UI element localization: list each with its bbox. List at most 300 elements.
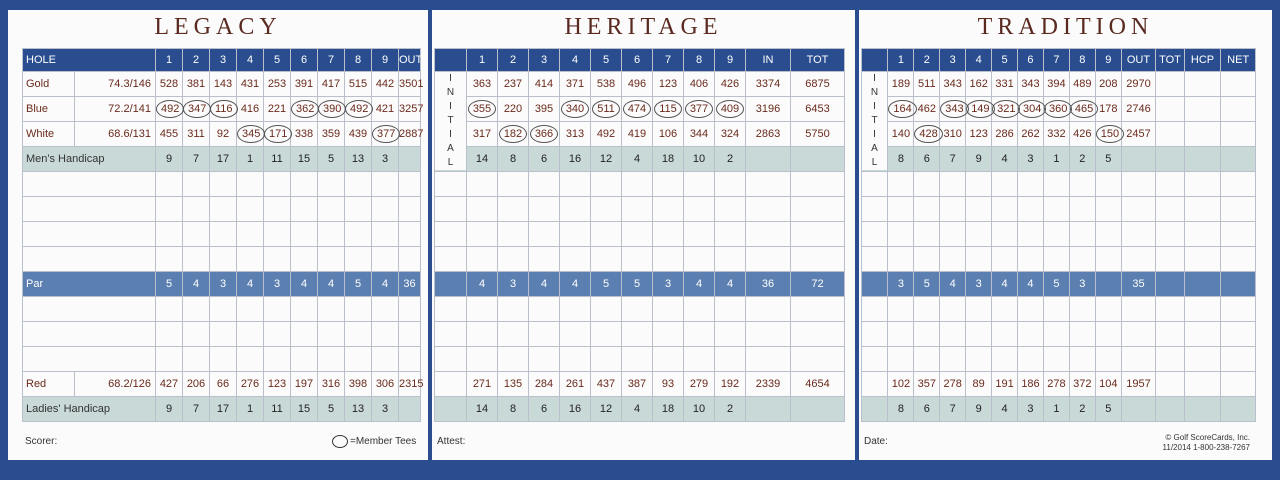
score-entry-cell[interactable] (622, 347, 653, 372)
score-entry-cell[interactable] (237, 297, 264, 322)
score-entry-cell[interactable] (156, 297, 183, 322)
score-entry-cell[interactable] (156, 172, 183, 197)
score-entry-cell[interactable] (435, 347, 467, 372)
score-entry-cell[interactable] (684, 297, 715, 322)
score-entry-cell[interactable] (529, 197, 560, 222)
score-entry-cell[interactable] (888, 197, 914, 222)
score-entry-cell[interactable] (498, 247, 529, 272)
score-entry-cell[interactable] (1043, 222, 1069, 247)
score-entry-cell[interactable] (529, 172, 560, 197)
score-entry-cell[interactable] (992, 247, 1018, 272)
score-entry-cell[interactable] (622, 247, 653, 272)
par-cell: 4 (715, 272, 746, 297)
score-entry-cell[interactable] (264, 347, 291, 372)
score-entry-cell[interactable] (237, 197, 264, 222)
score-entry-cell[interactable] (529, 322, 560, 347)
score-entry-cell[interactable] (966, 297, 992, 322)
score-entry-cell[interactable] (237, 222, 264, 247)
score-entry-cell[interactable] (264, 297, 291, 322)
score-entry-cell[interactable] (560, 197, 591, 222)
score-entry-cell[interactable] (560, 172, 591, 197)
score-entry-cell[interactable] (318, 247, 345, 272)
yardage-cell: 442 (372, 72, 399, 97)
score-entry-cell[interactable] (1221, 172, 1256, 197)
score-entry-cell[interactable] (345, 322, 372, 347)
score-entry-cell[interactable] (1095, 197, 1121, 222)
handicap-cell: 10 (684, 147, 715, 172)
score-entry-cell[interactable] (653, 322, 684, 347)
score-entry-cell[interactable] (684, 247, 715, 272)
score-entry-cell[interactable] (156, 322, 183, 347)
hole-number: 3 (210, 49, 237, 72)
score-entry-cell[interactable] (1095, 222, 1121, 247)
score-entry-cell[interactable] (715, 247, 746, 272)
score-entry-cell[interactable] (318, 347, 345, 372)
score-entry-cell[interactable] (966, 347, 992, 372)
score-entry-cell[interactable] (264, 322, 291, 347)
score-entry-cell[interactable] (318, 222, 345, 247)
score-entry-cell[interactable] (940, 172, 966, 197)
player-name-cell[interactable] (23, 297, 156, 322)
yardage-cell (183, 97, 210, 122)
score-entry-cell[interactable] (318, 172, 345, 197)
score-entry-cell[interactable] (498, 197, 529, 222)
score-entry-cell[interactable] (1221, 347, 1256, 372)
score-entry-cell[interactable] (1221, 297, 1256, 322)
player-name-cell[interactable] (23, 247, 156, 272)
score-entry-cell[interactable] (1043, 247, 1069, 272)
score-entry-cell[interactable] (940, 197, 966, 222)
score-entry-cell[interactable] (318, 322, 345, 347)
score-entry-cell[interactable] (560, 247, 591, 272)
score-entry-cell[interactable] (435, 172, 467, 197)
score-entry-cell[interactable] (399, 347, 421, 372)
score-entry-cell[interactable] (183, 222, 210, 247)
score-entry-cell[interactable] (291, 197, 318, 222)
score-entry-cell[interactable] (1156, 322, 1184, 347)
score-entry-cell[interactable] (862, 247, 888, 272)
score-entry-cell[interactable] (653, 247, 684, 272)
handicap-cell: 1 (237, 147, 264, 172)
score-entry-cell[interactable] (1221, 322, 1256, 347)
score-entry-cell[interactable] (372, 322, 399, 347)
score-entry-cell[interactable] (372, 297, 399, 322)
score-entry-cell[interactable] (1069, 322, 1095, 347)
score-entry-cell[interactable] (183, 347, 210, 372)
score-entry-cell[interactable] (1018, 322, 1044, 347)
score-entry-cell[interactable] (888, 172, 914, 197)
score-entry-cell[interactable] (684, 197, 715, 222)
score-entry-cell[interactable] (345, 247, 372, 272)
score-entry-cell[interactable] (862, 222, 888, 247)
player-name-cell[interactable] (23, 347, 156, 372)
handicap-total-cell (399, 397, 421, 422)
score-entry-cell[interactable] (622, 172, 653, 197)
score-entry-cell[interactable] (399, 222, 421, 247)
score-entry-cell[interactable] (372, 222, 399, 247)
score-entry-cell[interactable] (715, 322, 746, 347)
score-entry-cell[interactable] (264, 197, 291, 222)
score-entry-cell[interactable] (746, 347, 791, 372)
score-entry-cell[interactable] (966, 247, 992, 272)
initial-cell (862, 272, 888, 297)
score-entry-cell[interactable] (318, 297, 345, 322)
score-entry-cell[interactable] (529, 297, 560, 322)
score-entry-cell[interactable] (1121, 347, 1156, 372)
score-entry-cell[interactable] (888, 297, 914, 322)
score-entry-cell[interactable] (156, 197, 183, 222)
handicap-cell: 7 (940, 397, 966, 422)
score-entry-cell[interactable] (791, 247, 845, 272)
score-entry-cell[interactable] (1156, 172, 1184, 197)
score-entry-cell[interactable] (210, 347, 237, 372)
score-entry-cell[interactable] (746, 197, 791, 222)
score-entry-cell[interactable] (591, 172, 622, 197)
score-entry-cell[interactable] (746, 297, 791, 322)
score-entry-cell[interactable] (966, 172, 992, 197)
score-entry-cell[interactable] (992, 172, 1018, 197)
score-entry-cell[interactable] (498, 222, 529, 247)
score-entry-cell[interactable] (966, 197, 992, 222)
score-entry-cell[interactable] (264, 172, 291, 197)
score-entry-cell[interactable] (345, 222, 372, 247)
score-entry-cell[interactable] (1121, 297, 1156, 322)
score-entry-cell[interactable] (715, 172, 746, 197)
score-entry-cell[interactable] (591, 347, 622, 372)
score-entry-cell[interactable] (1156, 247, 1184, 272)
score-entry-cell[interactable] (156, 347, 183, 372)
par-cell: 4 (291, 272, 318, 297)
yardage-cell: 106 (653, 122, 684, 147)
score-entry-cell[interactable] (1184, 172, 1221, 197)
score-entry-cell[interactable] (156, 222, 183, 247)
score-entry-cell[interactable] (210, 247, 237, 272)
tee-name: Gold (23, 72, 75, 97)
handicap-cell: 1 (1043, 147, 1069, 172)
score-entry-cell[interactable] (1018, 172, 1044, 197)
tee-row (435, 97, 845, 122)
score-entry-cell[interactable] (684, 222, 715, 247)
score-entry-cell[interactable] (498, 297, 529, 322)
handicap-cell: 6 (914, 147, 940, 172)
out-label: OUT (1121, 49, 1156, 72)
score-entry-cell[interactable] (372, 197, 399, 222)
hole-number: 2 (914, 49, 940, 72)
score-entry-cell[interactable] (467, 347, 498, 372)
score-entry-cell[interactable] (791, 172, 845, 197)
score-entry-cell[interactable] (940, 347, 966, 372)
score-entry-cell[interactable] (591, 297, 622, 322)
score-entry-cell[interactable] (888, 222, 914, 247)
score-entry-cell[interactable] (435, 247, 467, 272)
score-entry-cell[interactable] (291, 247, 318, 272)
score-entry-cell[interactable] (1043, 197, 1069, 222)
score-entry-cell[interactable] (888, 347, 914, 372)
out-total-cell: 1957 (1121, 372, 1156, 397)
hole-number: 4 (560, 49, 591, 72)
score-entry-cell[interactable] (237, 347, 264, 372)
score-entry-cell[interactable] (992, 222, 1018, 247)
score-entry-cell[interactable] (399, 172, 421, 197)
score-entry-cell[interactable] (940, 247, 966, 272)
score-entry-cell[interactable] (940, 322, 966, 347)
yardage-cell (966, 97, 992, 122)
score-entry-cell[interactable] (888, 247, 914, 272)
score-entry-cell[interactable] (622, 197, 653, 222)
score-entry-cell[interactable] (372, 172, 399, 197)
score-entry-cell[interactable] (1221, 222, 1256, 247)
par-out-cell: 35 (1121, 272, 1156, 297)
score-entry-cell[interactable] (291, 322, 318, 347)
score-entry-cell[interactable] (291, 347, 318, 372)
player-name-cell[interactable] (23, 197, 156, 222)
score-entry-cell[interactable] (622, 322, 653, 347)
score-entry-cell[interactable] (183, 197, 210, 222)
score-entry-cell[interactable] (862, 197, 888, 222)
score-entry-cell[interactable] (1069, 347, 1095, 372)
score-entry-cell[interactable] (1184, 247, 1221, 272)
score-entry-cell[interactable] (1069, 297, 1095, 322)
score-entry-cell[interactable] (715, 222, 746, 247)
score-entry-cell[interactable] (210, 172, 237, 197)
score-entry-cell[interactable] (1095, 297, 1121, 322)
score-entry-cell[interactable] (372, 247, 399, 272)
score-entry-cell[interactable] (372, 347, 399, 372)
player-name-cell[interactable] (23, 222, 156, 247)
initial-header-cell (862, 49, 888, 72)
score-entry-cell[interactable] (940, 222, 966, 247)
score-entry-cell[interactable] (653, 347, 684, 372)
par-extra-cell (1221, 272, 1256, 297)
score-entry-cell[interactable] (529, 247, 560, 272)
yardage-cell: 191 (992, 372, 1018, 397)
score-entry-cell[interactable] (467, 197, 498, 222)
score-entry-cell[interactable] (498, 347, 529, 372)
score-entry-cell[interactable] (291, 297, 318, 322)
score-entry-cell[interactable] (1156, 297, 1184, 322)
score-entry-cell[interactable] (1221, 247, 1256, 272)
score-entry-cell[interactable] (560, 222, 591, 247)
score-entry-cell[interactable] (1069, 247, 1095, 272)
score-entry-cell[interactable] (1184, 347, 1221, 372)
score-entry-cell[interactable] (345, 347, 372, 372)
score-entry-cell[interactable] (1043, 347, 1069, 372)
score-entry-cell[interactable] (435, 222, 467, 247)
score-entry-cell[interactable] (1018, 247, 1044, 272)
score-entry-cell[interactable] (914, 172, 940, 197)
score-entry-cell[interactable] (791, 322, 845, 347)
yardage-cell: 338 (291, 122, 318, 147)
score-entry-cell[interactable] (1184, 297, 1221, 322)
initial-letter: I (449, 73, 452, 84)
score-entry-cell[interactable] (210, 297, 237, 322)
score-entry-cell[interactable] (746, 172, 791, 197)
score-entry-cell[interactable] (791, 197, 845, 222)
score-entry-cell[interactable] (183, 322, 210, 347)
score-entry-cell[interactable] (237, 322, 264, 347)
score-entry-cell[interactable] (992, 297, 1018, 322)
score-entry-cell[interactable] (746, 222, 791, 247)
score-entry-cell[interactable] (1156, 197, 1184, 222)
score-entry-cell[interactable] (498, 172, 529, 197)
score-entry-cell[interactable] (653, 222, 684, 247)
score-entry-cell[interactable] (237, 247, 264, 272)
total-cell: 2315 (399, 372, 421, 397)
mens-handicap-row (23, 147, 421, 172)
score-entry-cell[interactable] (1043, 297, 1069, 322)
score-entry-cell[interactable] (1095, 347, 1121, 372)
score-entry-cell[interactable] (1184, 322, 1221, 347)
score-entry-cell[interactable] (435, 197, 467, 222)
score-entry-cell[interactable] (591, 197, 622, 222)
score-entry-cell[interactable] (1121, 197, 1156, 222)
score-entry-cell[interactable] (560, 297, 591, 322)
score-entry-cell[interactable] (345, 297, 372, 322)
score-entry-cell[interactable] (156, 247, 183, 272)
score-entry-cell[interactable] (264, 247, 291, 272)
score-entry-cell[interactable] (914, 347, 940, 372)
score-entry-cell[interactable] (1221, 197, 1256, 222)
score-entry-cell[interactable] (715, 347, 746, 372)
score-entry-cell[interactable] (746, 247, 791, 272)
score-entry-cell[interactable] (237, 172, 264, 197)
score-entry-cell[interactable] (435, 297, 467, 322)
score-entry-cell[interactable] (862, 172, 888, 197)
score-entry-cell[interactable] (1184, 197, 1221, 222)
score-entry-cell[interactable] (791, 297, 845, 322)
yardage-cell: 306 (372, 372, 399, 397)
score-entry-cell[interactable] (1121, 247, 1156, 272)
score-entry-cell[interactable] (914, 322, 940, 347)
score-entry-cell[interactable] (653, 172, 684, 197)
score-entry-cell[interactable] (498, 322, 529, 347)
score-entry-cell[interactable] (467, 172, 498, 197)
tee-row-white (23, 122, 421, 147)
score-entry-cell[interactable] (622, 297, 653, 322)
score-entry-cell[interactable] (653, 197, 684, 222)
initial-letter: I (873, 73, 876, 84)
score-entry-cell[interactable] (1018, 347, 1044, 372)
score-entry-cell[interactable] (210, 322, 237, 347)
score-entry-cell[interactable] (210, 222, 237, 247)
score-entry-cell[interactable] (715, 297, 746, 322)
score-entry-cell[interactable] (746, 322, 791, 347)
score-entry-cell[interactable] (399, 322, 421, 347)
score-entry-cell[interactable] (1121, 222, 1156, 247)
score-entry-cell[interactable] (862, 347, 888, 372)
score-entry-cell[interactable] (914, 247, 940, 272)
score-entry-cell[interactable] (992, 197, 1018, 222)
score-entry-cell[interactable] (1043, 172, 1069, 197)
score-entry-cell[interactable] (1156, 222, 1184, 247)
score-entry-cell[interactable] (345, 172, 372, 197)
score-entry-cell[interactable] (1069, 222, 1095, 247)
score-entry-cell[interactable] (653, 297, 684, 322)
member-tee-circle: 366 (530, 125, 558, 143)
score-entry-cell[interactable] (591, 322, 622, 347)
score-entry-cell[interactable] (940, 297, 966, 322)
score-entry-cell[interactable] (622, 222, 653, 247)
par-cell: 5 (914, 272, 940, 297)
score-entry-cell[interactable] (529, 222, 560, 247)
score-entry-cell[interactable] (291, 172, 318, 197)
score-entry-cell[interactable] (914, 197, 940, 222)
score-entry-cell[interactable] (1095, 322, 1121, 347)
score-entry-cell[interactable] (399, 247, 421, 272)
score-entry-cell[interactable] (992, 322, 1018, 347)
par-in-cell: 36 (746, 272, 791, 297)
score-entry-cell[interactable] (467, 222, 498, 247)
yardage-cell (591, 97, 622, 122)
score-entry-cell[interactable] (399, 197, 421, 222)
score-entry-cell[interactable] (1121, 322, 1156, 347)
score-entry-cell[interactable] (435, 322, 467, 347)
score-entry-cell[interactable] (467, 297, 498, 322)
score-entry-cell[interactable] (862, 297, 888, 322)
score-entry-cell[interactable] (291, 222, 318, 247)
score-entry-cell[interactable] (560, 322, 591, 347)
score-entry-cell[interactable] (684, 172, 715, 197)
score-entry-cell[interactable] (888, 322, 914, 347)
player-name-cell[interactable] (23, 172, 156, 197)
score-entry-cell[interactable] (684, 347, 715, 372)
score-entry-cell[interactable] (966, 322, 992, 347)
score-entry-cell[interactable] (183, 172, 210, 197)
handicap-cell: 12 (591, 147, 622, 172)
score-entry-cell[interactable] (183, 247, 210, 272)
score-entry-cell[interactable] (210, 197, 237, 222)
handicap-cell: 4 (622, 147, 653, 172)
score-entry-cell[interactable] (183, 297, 210, 322)
score-entry-cell[interactable] (1121, 172, 1156, 197)
score-entry-cell[interactable] (529, 347, 560, 372)
mens-handicap-row (862, 147, 1256, 172)
score-entry-cell[interactable] (1184, 222, 1221, 247)
score-entry-cell[interactable] (591, 222, 622, 247)
score-entry-cell[interactable] (560, 347, 591, 372)
score-entry-cell[interactable] (1043, 322, 1069, 347)
score-entry-cell[interactable] (264, 222, 291, 247)
score-entry-cell[interactable] (1018, 197, 1044, 222)
score-entry-cell[interactable] (1069, 172, 1095, 197)
score-entry-cell[interactable] (467, 247, 498, 272)
score-entry-cell[interactable] (1095, 172, 1121, 197)
score-entry-cell[interactable] (467, 322, 498, 347)
score-entry-cell[interactable] (992, 347, 1018, 372)
score-entry-cell[interactable] (399, 297, 421, 322)
hole-number: 3 (529, 49, 560, 72)
score-entry-cell[interactable] (591, 247, 622, 272)
score-entry-cell[interactable] (345, 197, 372, 222)
score-entry-cell[interactable] (862, 322, 888, 347)
player-name-cell[interactable] (23, 322, 156, 347)
hole-number: 2 (183, 49, 210, 72)
score-entry-cell[interactable] (1156, 347, 1184, 372)
score-entry-cell[interactable] (684, 322, 715, 347)
score-entry-cell[interactable] (914, 222, 940, 247)
score-entry-cell[interactable] (791, 222, 845, 247)
score-entry-cell[interactable] (1018, 222, 1044, 247)
score-entry-cell[interactable] (914, 297, 940, 322)
score-entry-cell[interactable] (1095, 247, 1121, 272)
score-entry-cell[interactable] (715, 197, 746, 222)
score-entry-cell[interactable] (1018, 297, 1044, 322)
score-entry-cell[interactable] (318, 197, 345, 222)
score-entry-cell[interactable] (966, 222, 992, 247)
score-entry-cell[interactable] (1069, 197, 1095, 222)
score-entry-cell[interactable] (791, 347, 845, 372)
member-tee-circle: 164 (888, 100, 916, 118)
